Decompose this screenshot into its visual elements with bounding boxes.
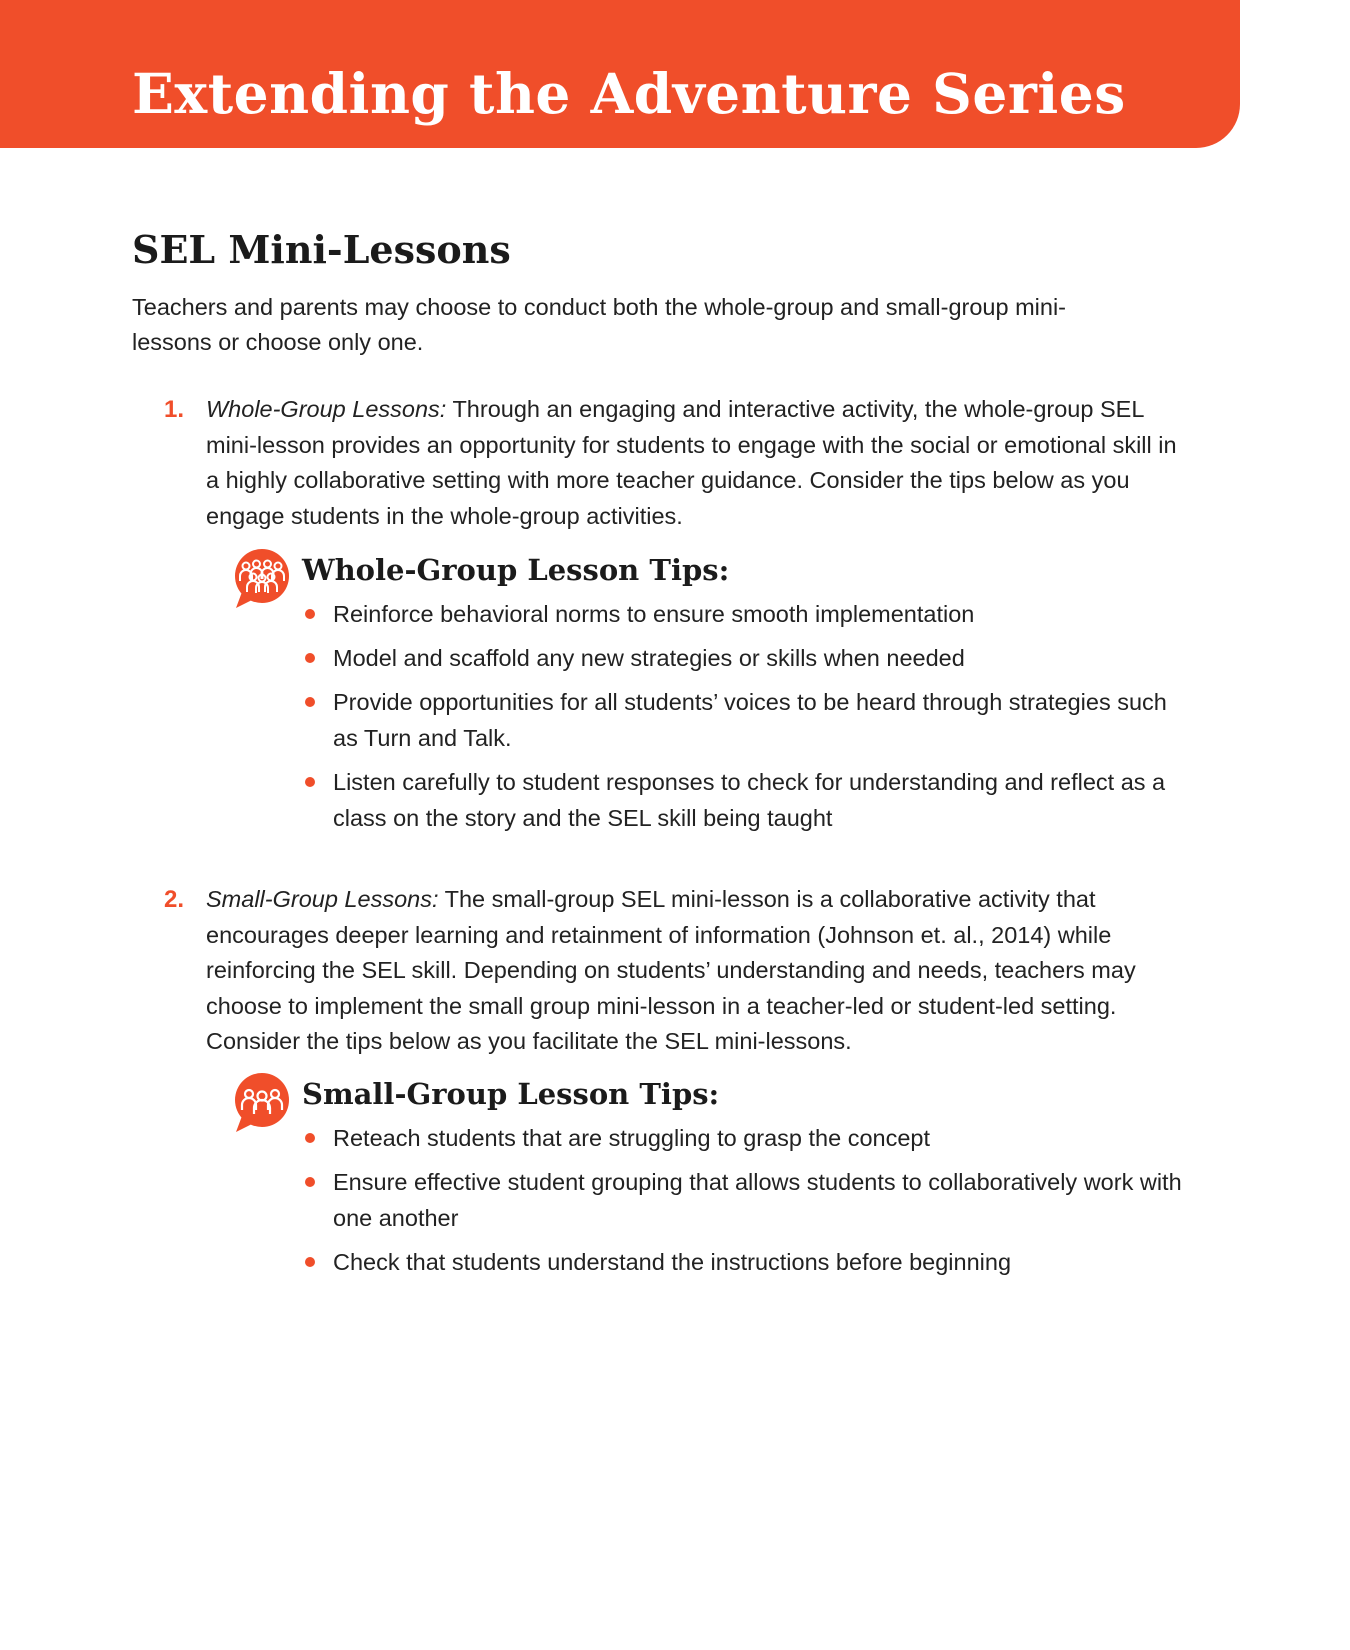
bullet-icon — [305, 777, 315, 787]
item-term: Whole-Group Lessons: — [206, 396, 447, 422]
bullet-icon — [305, 697, 315, 707]
tip-item — [302, 596, 1192, 632]
tip-text: Provide opportunities for all students’ voices to be heard through strategies such as Turn and Talk. — [333, 689, 1167, 751]
section-heading: SEL Mini-Lessons — [132, 227, 511, 272]
small-group-speech-bubble-icon — [232, 1072, 292, 1134]
tips-list — [302, 1120, 1192, 1280]
list-item-small-group — [164, 882, 1194, 1060]
item-term: Small-Group Lessons: — [206, 886, 439, 912]
tip-text: Check that students understand the instructions before beginning — [333, 1249, 1012, 1275]
whole-group-speech-bubble-icon — [232, 548, 292, 610]
item-paragraph — [206, 882, 1194, 1060]
item-body: Through an engaging and interactive activity, the whole-group SEL mini-lesson provides an opportunity for students to engage with the social or emotional skill in a highly collaborative setting with more teacher guidance. Consider the tips below as you engage students in the whole-group activities. — [206, 396, 1177, 529]
item-paragraph — [206, 392, 1194, 534]
tip-text: Reinforce behavioral norms to ensure smooth implementation — [333, 601, 975, 627]
tip-text: Reteach students that are struggling to grasp the concept — [333, 1125, 931, 1151]
tip-text: Listen carefully to student responses to check for understanding and reflect as a class on the story and the SEL skill being taught — [333, 769, 1166, 831]
tip-item — [302, 1120, 1192, 1156]
tip-item — [302, 764, 1192, 836]
tip-text: Ensure effective student grouping that allows students to collaboratively work with one another — [333, 1169, 1182, 1231]
item-number: 2. — [164, 886, 185, 913]
item-body: The small-group SEL mini-lesson is a collaborative activity that encourages deeper learning and retainment of information (Johnson et. al., 2014) while reinforcing the SEL skill. Depending on students’ understanding and needs, teachers may choose to implement the small group mini-lesson in a teacher-led or student-led setting. Consider the tips below as you facilitate the SEL mini-lessons. — [206, 886, 1136, 1054]
tip-item — [302, 640, 1192, 676]
page-title: Extending the Adventure Series — [132, 61, 1126, 126]
tip-item — [302, 1164, 1192, 1236]
small-group-tips — [232, 1072, 1192, 1288]
tip-text: Model and scaffold any new strategies or skills when needed — [333, 645, 965, 671]
header-banner — [0, 0, 1240, 148]
tips-heading: Small-Group Lesson Tips: — [302, 1077, 720, 1111]
item-number: 1. — [164, 396, 185, 423]
tip-item — [302, 684, 1192, 756]
bullet-icon — [305, 609, 315, 619]
list-item-whole-group — [164, 392, 1194, 534]
bullet-icon — [305, 1257, 315, 1267]
bullet-icon — [305, 1177, 315, 1187]
whole-group-tips — [232, 548, 1192, 844]
bullet-icon — [305, 653, 315, 663]
tips-list — [302, 596, 1192, 836]
tip-item — [302, 1244, 1192, 1280]
tips-heading: Whole-Group Lesson Tips: — [302, 553, 730, 587]
intro-paragraph: Teachers and parents may choose to conduct both the whole-group and small-group mini-lessons or choose only one. — [132, 294, 1066, 355]
bullet-icon — [305, 1133, 315, 1143]
